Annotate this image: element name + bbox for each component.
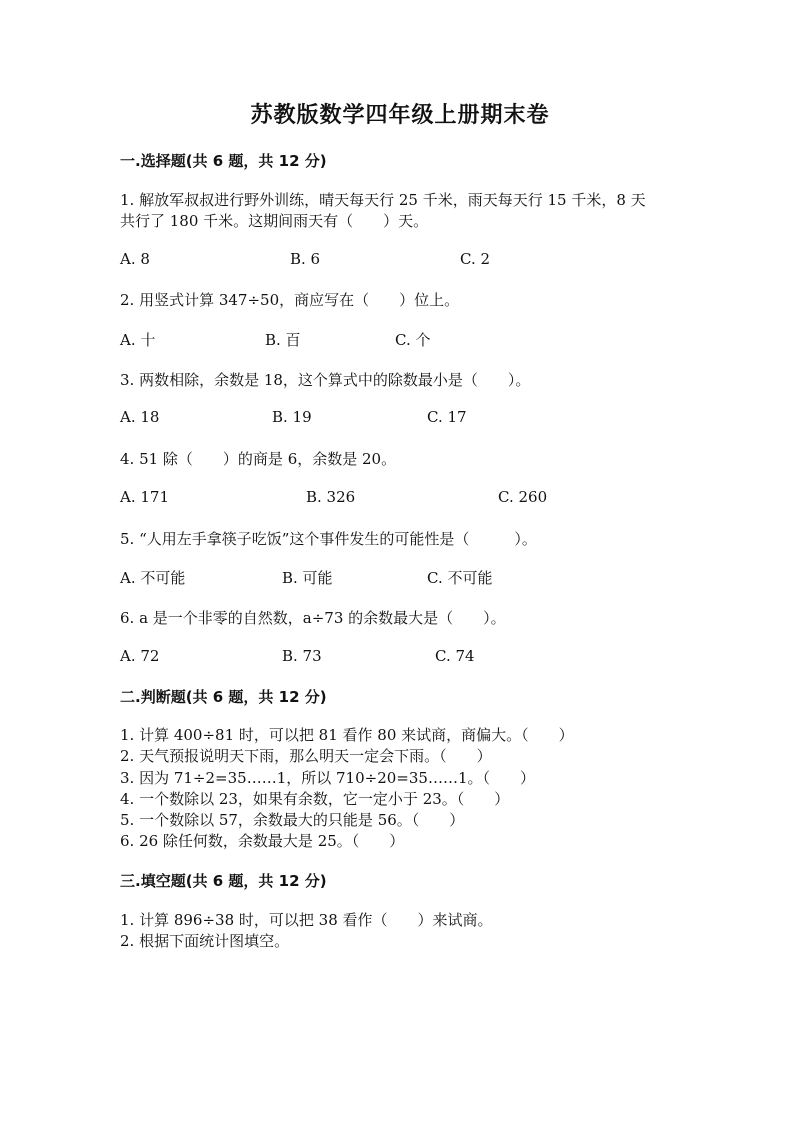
- question-4-option-c: C. 260: [498, 488, 548, 506]
- question-5-option-b: B. 可能: [282, 569, 333, 587]
- question-4-option-a: A. 171: [120, 488, 169, 506]
- question-6-option-b: B. 73: [282, 647, 322, 665]
- question-1-line-2: 共行了 180 千米。这期间雨天有（ ）天。: [120, 212, 429, 230]
- question-2-option-a: A. 十: [120, 331, 156, 349]
- judge-item-6: 6. 26 除任何数，余数最大是 25。（ ）: [120, 832, 405, 850]
- question-5-option-c: C. 不可能: [427, 569, 493, 587]
- page-title: 苏教版数学四年级上册期末卷: [250, 102, 550, 128]
- question-3-option-a: A. 18: [120, 408, 160, 426]
- question-1-option-c: C. 2: [460, 250, 491, 268]
- question-1-line-1: 1. 解放军叔叔进行野外训练，晴天每天行 25 千米，雨天每天行 15 千米，8 天: [120, 191, 646, 209]
- question-3-option-c: C. 17: [427, 408, 467, 426]
- judge-item-2: 2. 天气预报说明天下雨，那么明天一定会下雨。（ ）: [120, 747, 492, 765]
- judge-item-5: 5. 一个数除以 57，余数最大的只能是 56。（ ）: [120, 811, 465, 829]
- question-3-line-1: 3. 两数相除，余数是 18，这个算式中的除数最小是（ ）。: [120, 371, 531, 389]
- question-1-option-b: B. 6: [290, 250, 321, 268]
- judge-item-3: 3. 因为 71÷2=35……1，所以 710÷20=35……1。（ ）: [120, 769, 535, 787]
- section-heading-judge: 二.判断题(共 6 题，共 12 分): [120, 688, 327, 706]
- question-5-option-a: A. 不可能: [120, 569, 186, 587]
- question-4-line-1: 4. 51 除（ ）的商是 6，余数是 20。: [120, 450, 397, 468]
- question-4-option-b: B. 326: [306, 488, 356, 506]
- fill-item-1: 1. 计算 896÷38 时，可以把 38 看作（ ）来试商。: [120, 911, 493, 929]
- section-heading-choice: 一.选择题(共 6 题，共 12 分): [120, 152, 327, 170]
- judge-item-1: 1. 计算 400÷81 时，可以把 81 看作 80 来试商，商偏大。（ ）: [120, 726, 574, 744]
- judge-item-4: 4. 一个数除以 23，如果有余数，它一定小于 23。（ ）: [120, 790, 510, 808]
- question-6-option-a: A. 72: [120, 647, 160, 665]
- question-1-option-a: A. 8: [120, 250, 150, 268]
- section-heading-fill: 三.填空题(共 6 题，共 12 分): [120, 872, 327, 890]
- question-3-option-b: B. 19: [272, 408, 312, 426]
- question-6-option-c: C. 74: [435, 647, 475, 665]
- question-2-option-c: C. 个: [395, 331, 431, 349]
- fill-item-2: 2. 根据下面统计图填空。: [120, 932, 290, 950]
- question-2-option-b: B. 百: [265, 331, 301, 349]
- question-2-line-1: 2. 用竖式计算 347÷50，商应写在（ ）位上。: [120, 291, 460, 309]
- question-5-line-1: 5. “人用左手拿筷子吃饭”这个事件发生的可能性是（ ）。: [120, 530, 537, 548]
- question-6-line-1: 6. a 是一个非零的自然数，a÷73 的余数最大是（ ）。: [120, 609, 506, 627]
